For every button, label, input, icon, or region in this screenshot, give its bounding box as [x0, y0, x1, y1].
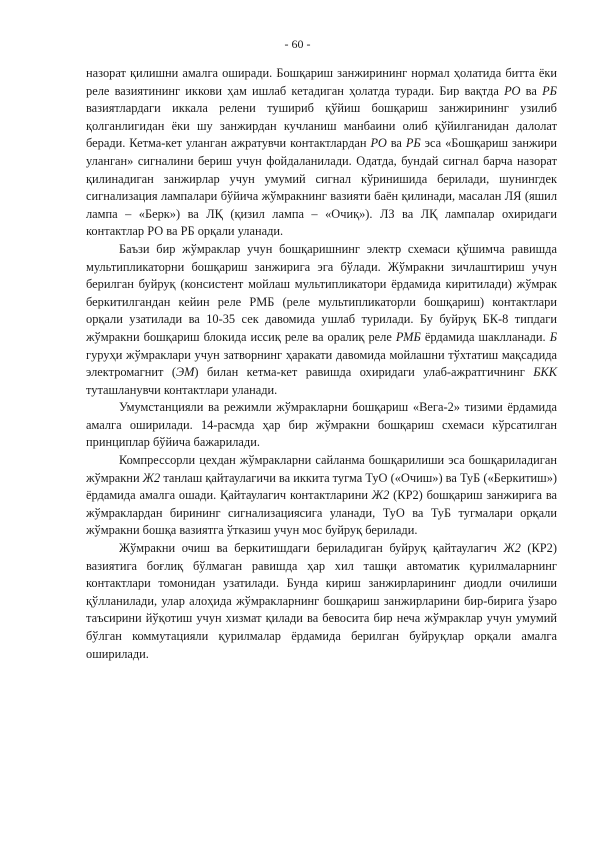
paragraph-3 — [86, 399, 557, 452]
italic-term: РБ — [542, 83, 557, 98]
text-run: вазиятлардаги иккала релени тушириб қўйиш бошқариш занжирининг узилиб қолганлигидан ёки шу занжирдан кучланиш манбаини олиб қўйилганидан далолат беради. Кетма-кет уланган ажратувчи контактлардан — [86, 101, 557, 151]
text-run: танлаш қайтаулагичи ва иккита тугма ТуО («Очиш») ва ТуБ («Беркитиш») ёрдамида амалга ошади. Қайтаулагич контактларини — [86, 470, 558, 503]
text-run: Баъзи бир жўмраклар учун бошқаришнинг электр схемаси қўшимча равишда мультипликаторни бошқариш занжирига эга бўлади. Жўмракни зичлаштириш учун берилган буйруқ (консистент мойлаш мультипликатори ёрдамида киритилади) жўмрак беркитилгандан кейин реле РМБ (реле мультипликаторли бошқариш) контактлари орқали узатилади ва 10-35 сек давомида ушлаб турилади. Бу буйруқ БК-8 типдаги жўмракни бошқариш блокида иссиқ реле ва оралиқ реле — [86, 241, 557, 344]
body-text — [86, 65, 557, 663]
italic-term: РО — [504, 83, 521, 98]
page-number: - 60 - — [284, 37, 311, 51]
italic-term: РМБ — [395, 329, 421, 344]
italic-term: РБ — [405, 136, 421, 151]
paragraph-4 — [86, 452, 557, 540]
italic-term: БКК — [533, 365, 558, 380]
text-run: эса «Бошқариш занжири уланган» сигналини бериш учун фойдаланилади. Одатда, бундай сигнал барча назорат қилинадиган занжирлар учун умумий сигнал кўринишида берилади, шунингдек сигнализация лампалари бўйича жўмракнинг вазияти баён қилинади, масалан ЛЯ (яшил лампа – «Берк») ва ЛҚ (қизил лампа – «Очиқ»). ЛЗ ва ЛҚ лампалар охиридаги контактлар РО ва РБ орқали уланади. — [86, 136, 557, 239]
italic-term: ЭМ — [175, 365, 195, 380]
text-run: ва — [386, 136, 406, 151]
italic-term: Ж2 — [503, 541, 521, 556]
paragraph-2 — [86, 241, 557, 399]
text-run: ёрдамида шаклланади. — [420, 329, 550, 344]
italic-term: Ж2 — [371, 488, 390, 503]
text-run: Жўмракни очиш ва беркитишдаги бериладиган буйруқ қайтаулагич — [119, 541, 504, 556]
text-run: гуруҳи жўмраклари учун затворнинг ҳаракати давомида мойлашни тўхтатиш мақсадида электромагнит ( — [86, 347, 557, 380]
text-run: туташланувчи контактлари уланади. — [86, 382, 278, 397]
text-run: (КР2) вазиятига боғлиқ бўлмаган равишда ҳар хил ташқи автоматик қурилмаларнинг контактлари томонидан узатилади. Бунда кириш занжирларининг диодли очилиши қўлланилади, улар алоҳида жўмракларнинг бошқариш занжирларини бир-бирига ўзаро таъсирини йўқотиш учун хизмат қилади ва бевосита бир неча жўмраклар учун умумий бўлган коммутацияли қурилмалар ёрдамида берилган буйруқлар орқали амалга оширилади. — [86, 541, 558, 661]
text-run: ) билан кетма-кет равишда охиридаги улаб-ажратгичнинг — [194, 365, 534, 380]
text-run: Компрессорли цехдан жўмракларни сайланма бошқарилиши эса бошқариладиган жўмракни — [86, 453, 557, 485]
text-run: ва — [520, 83, 543, 98]
paragraph-5 — [86, 540, 557, 663]
paragraph-1 — [86, 65, 557, 241]
italic-term: Б — [549, 329, 558, 344]
text-run: Умумстанцияли ва режимли жўмракларни бошқариш «Вега-2» тизими ёрдамида амалга оширилади. 14-расмда ҳар бир жўмракни бошқариш схемаси кўрсатилган принциплар бўйича бажарилади. — [86, 400, 557, 450]
italic-term: РО — [370, 136, 387, 151]
text-run: (КР2) бошқариш занжирига ва жўмраклардан бирининг сигнализациясига уланади, ТуО ва ТуБ тугмалари орқали жўмракни бошқа вазиятга ўтказиш учун мос буйруқ берилади. — [86, 488, 558, 538]
text-run: назорат қилишни амалга оширади. Бошқариш занжирининг нормал ҳолатида битта ёки реле вазиятининг иккови ҳам ишлаб кетадиган ҳолатда туради. Бир вақтда — [86, 66, 557, 98]
italic-term: Ж2 — [142, 470, 161, 485]
